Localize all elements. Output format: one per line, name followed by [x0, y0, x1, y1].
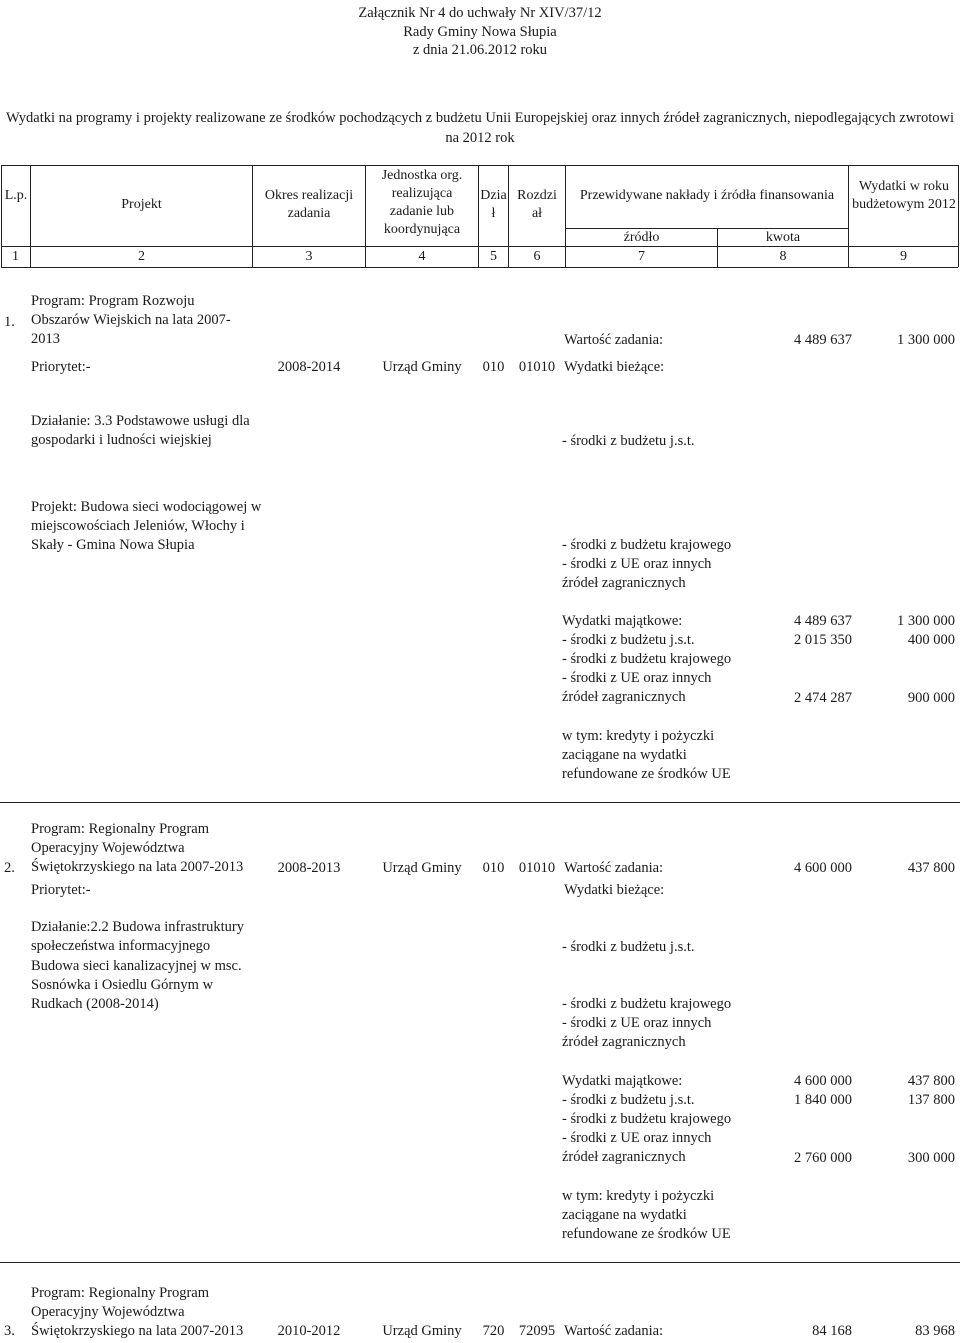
wartosc-zadania-2012: 437 800: [907, 860, 955, 876]
majatkowe-jst-kwota: 1 840 000: [794, 1092, 852, 1108]
majatkowe-jst-2012: 400 000: [907, 632, 955, 648]
dzialanie-name: Działanie:2.2 Budowa infrastruktury społeczeństwa informacyjnego: [31, 919, 245, 954]
wartosc-zadania-label: Wartość zadania:: [564, 332, 664, 348]
column-number: 9: [900, 249, 907, 264]
jednostka-org: Urząd Gminy: [382, 1323, 462, 1339]
rozdzial: 01010: [518, 860, 556, 876]
majatkowe-ue: - środki z UE oraz innych źródeł zagranicznych: [562, 1130, 712, 1165]
header-okres: Okres realizacji zadania: [264, 188, 354, 221]
wartosc-zadania-label: Wartość zadania:: [564, 860, 664, 876]
biezace-jst: - środki z budżetu j.s.t.: [562, 433, 695, 449]
column-number: 3: [305, 249, 313, 264]
column-number: 2: [138, 249, 145, 264]
majatkowe-jst-2012: 137 800: [907, 1092, 955, 1108]
annex-line-3: z dnia 21.06.2012 roku: [412, 42, 548, 58]
header-dzial: Dział: [480, 188, 507, 221]
wartosc-zadania-2012: 1 300 000: [897, 332, 955, 348]
okres-realizacji: 2008-2014: [277, 359, 341, 375]
wydatki-biezace-label: Wydatki bieżące:: [564, 882, 665, 898]
priorytet-label: Priorytet:-: [31, 359, 91, 375]
document-title-line-2: na 2012 rok: [445, 130, 515, 146]
section-lp: 2.: [4, 860, 15, 876]
header-projekt: Projekt: [121, 197, 162, 212]
majatkowe-ue-kwota: 2 474 287: [794, 690, 852, 706]
majatkowe-kwota: 4 489 637: [794, 613, 852, 629]
biezace-ue: - środki z UE oraz innych źródeł zagranicznych: [562, 1015, 712, 1050]
projekt-name: Budowa sieci kanalizacyjnej w msc. Sosnówka i Osiedlu Górnym w Rudkach (2008-2014): [31, 958, 242, 1012]
header-lp: L.p.: [4, 188, 28, 203]
projekt-name: Projekt: Budowa sieci wodociągowej w miejscowościach Jeleniów, Włochy i Skały - Gmina Nowa Słupia: [31, 499, 262, 553]
majatkowe-ue-kwota: 2 760 000: [794, 1150, 852, 1166]
section-divider: [0, 1262, 960, 1263]
document-title-line-1: Wydatki na programy i projekty realizowane ze środków pochodzących z budżetu Unii Europejskiej oraz innych źródeł zagranicznych, niepodlegających zwrotowi: [5, 110, 955, 126]
column-number: 7: [638, 249, 645, 264]
header-zrodlo: źródło: [623, 230, 660, 245]
section-lp: 3.: [4, 1323, 15, 1339]
majatkowe-2012: 1 300 000: [897, 613, 955, 629]
majatkowe-jst-kwota: 2 015 350: [794, 632, 852, 648]
dzialanie-name: Działanie: 3.3 Podstawowe usługi dla gospodarki i ludności wiejskiej: [31, 413, 250, 448]
okres-realizacji: 2010-2012: [277, 1323, 341, 1339]
biezace-krajowe: - środki z budżetu krajowego: [562, 996, 732, 1012]
column-number: 5: [490, 249, 497, 264]
header-naklady: Przewidywane nakłady i źródła finansowania: [579, 188, 835, 203]
kredyty-pozyczki: w tym: kredyty i pożyczki zaciągane na wydatki refundowane ze środków UE: [562, 728, 731, 782]
column-number: 1: [12, 249, 19, 264]
majatkowe-ue-2012: 900 000: [907, 690, 955, 706]
annex-line-2: Rady Gminy Nowa Słupia: [403, 24, 557, 40]
annex-line-1: Załącznik Nr 4 do uchwały Nr XIV/37/12: [358, 5, 602, 21]
program-name: Program: Regionalny Program Operacyjny Województwa Świętokrzyskiego na lata 2007-2013: [31, 1285, 244, 1339]
wartosc-zadania-kwota: 84 168: [812, 1323, 852, 1339]
dzial: 010: [482, 359, 505, 375]
dzial: 720: [482, 1323, 505, 1339]
wartosc-zadania-2012: 83 968: [915, 1323, 955, 1339]
majatkowe-krajowe: - środki z budżetu krajowego: [562, 1111, 732, 1127]
wartosc-zadania-kwota: 4 600 000: [794, 860, 852, 876]
column-number: 6: [533, 249, 541, 264]
wartosc-zadania-label: Wartość zadania:: [564, 1323, 664, 1339]
rozdzial: 72095: [518, 1323, 556, 1339]
jednostka-org: Urząd Gminy: [382, 359, 462, 375]
header-jednostka: Jednostka org. realizująca zadanie lub koordynująca: [381, 168, 463, 237]
majatkowe-ue-2012: 300 000: [907, 1150, 955, 1166]
header-rozdzial: Rozdział: [517, 188, 557, 221]
biezace-krajowe: - środki z budżetu krajowego: [562, 537, 732, 553]
section-divider: [0, 802, 960, 803]
wartosc-zadania-kwota: 4 489 637: [794, 332, 852, 348]
majatkowe-jst: - środki z budżetu j.s.t.: [562, 632, 695, 648]
majatkowe-kwota: 4 600 000: [794, 1073, 852, 1089]
wydatki-biezace-label: Wydatki bieżące:: [564, 359, 665, 375]
wydatki-majatkowe-label: Wydatki majątkowe:: [562, 1073, 683, 1089]
header-kwota: kwota: [765, 230, 801, 245]
jednostka-org: Urząd Gminy: [382, 860, 462, 876]
okres-realizacji: 2008-2013: [277, 860, 341, 876]
column-number: 8: [779, 249, 787, 264]
header-wydatki-2012: Wydatki w roku budżetowym 2012: [852, 179, 956, 212]
biezace-ue: - środki z UE oraz innych źródeł zagranicznych: [562, 556, 712, 591]
section-lp: 1.: [4, 314, 15, 330]
program-name: Program: Program Rozwoju Obszarów Wiejskich na lata 2007-2013: [31, 293, 231, 347]
kredyty-pozyczki: w tym: kredyty i pożyczki zaciągane na wydatki refundowane ze środków UE: [562, 1188, 731, 1242]
majatkowe-2012: 437 800: [907, 1073, 955, 1089]
priorytet-label: Priorytet:-: [31, 882, 91, 898]
majatkowe-ue: - środki z UE oraz innych źródeł zagranicznych: [562, 670, 712, 705]
program-name: Program: Regionalny Program Operacyjny Województwa Świętokrzyskiego na lata 2007-2013: [31, 821, 244, 875]
majatkowe-krajowe: - środki z budżetu krajowego: [562, 651, 732, 667]
wydatki-majatkowe-label: Wydatki majątkowe:: [562, 613, 683, 629]
rozdzial: 01010: [518, 359, 556, 375]
biezace-jst: - środki z budżetu j.s.t.: [562, 939, 695, 955]
majatkowe-jst: - środki z budżetu j.s.t.: [562, 1092, 695, 1108]
dzial: 010: [482, 860, 505, 876]
column-number: 4: [418, 249, 426, 264]
